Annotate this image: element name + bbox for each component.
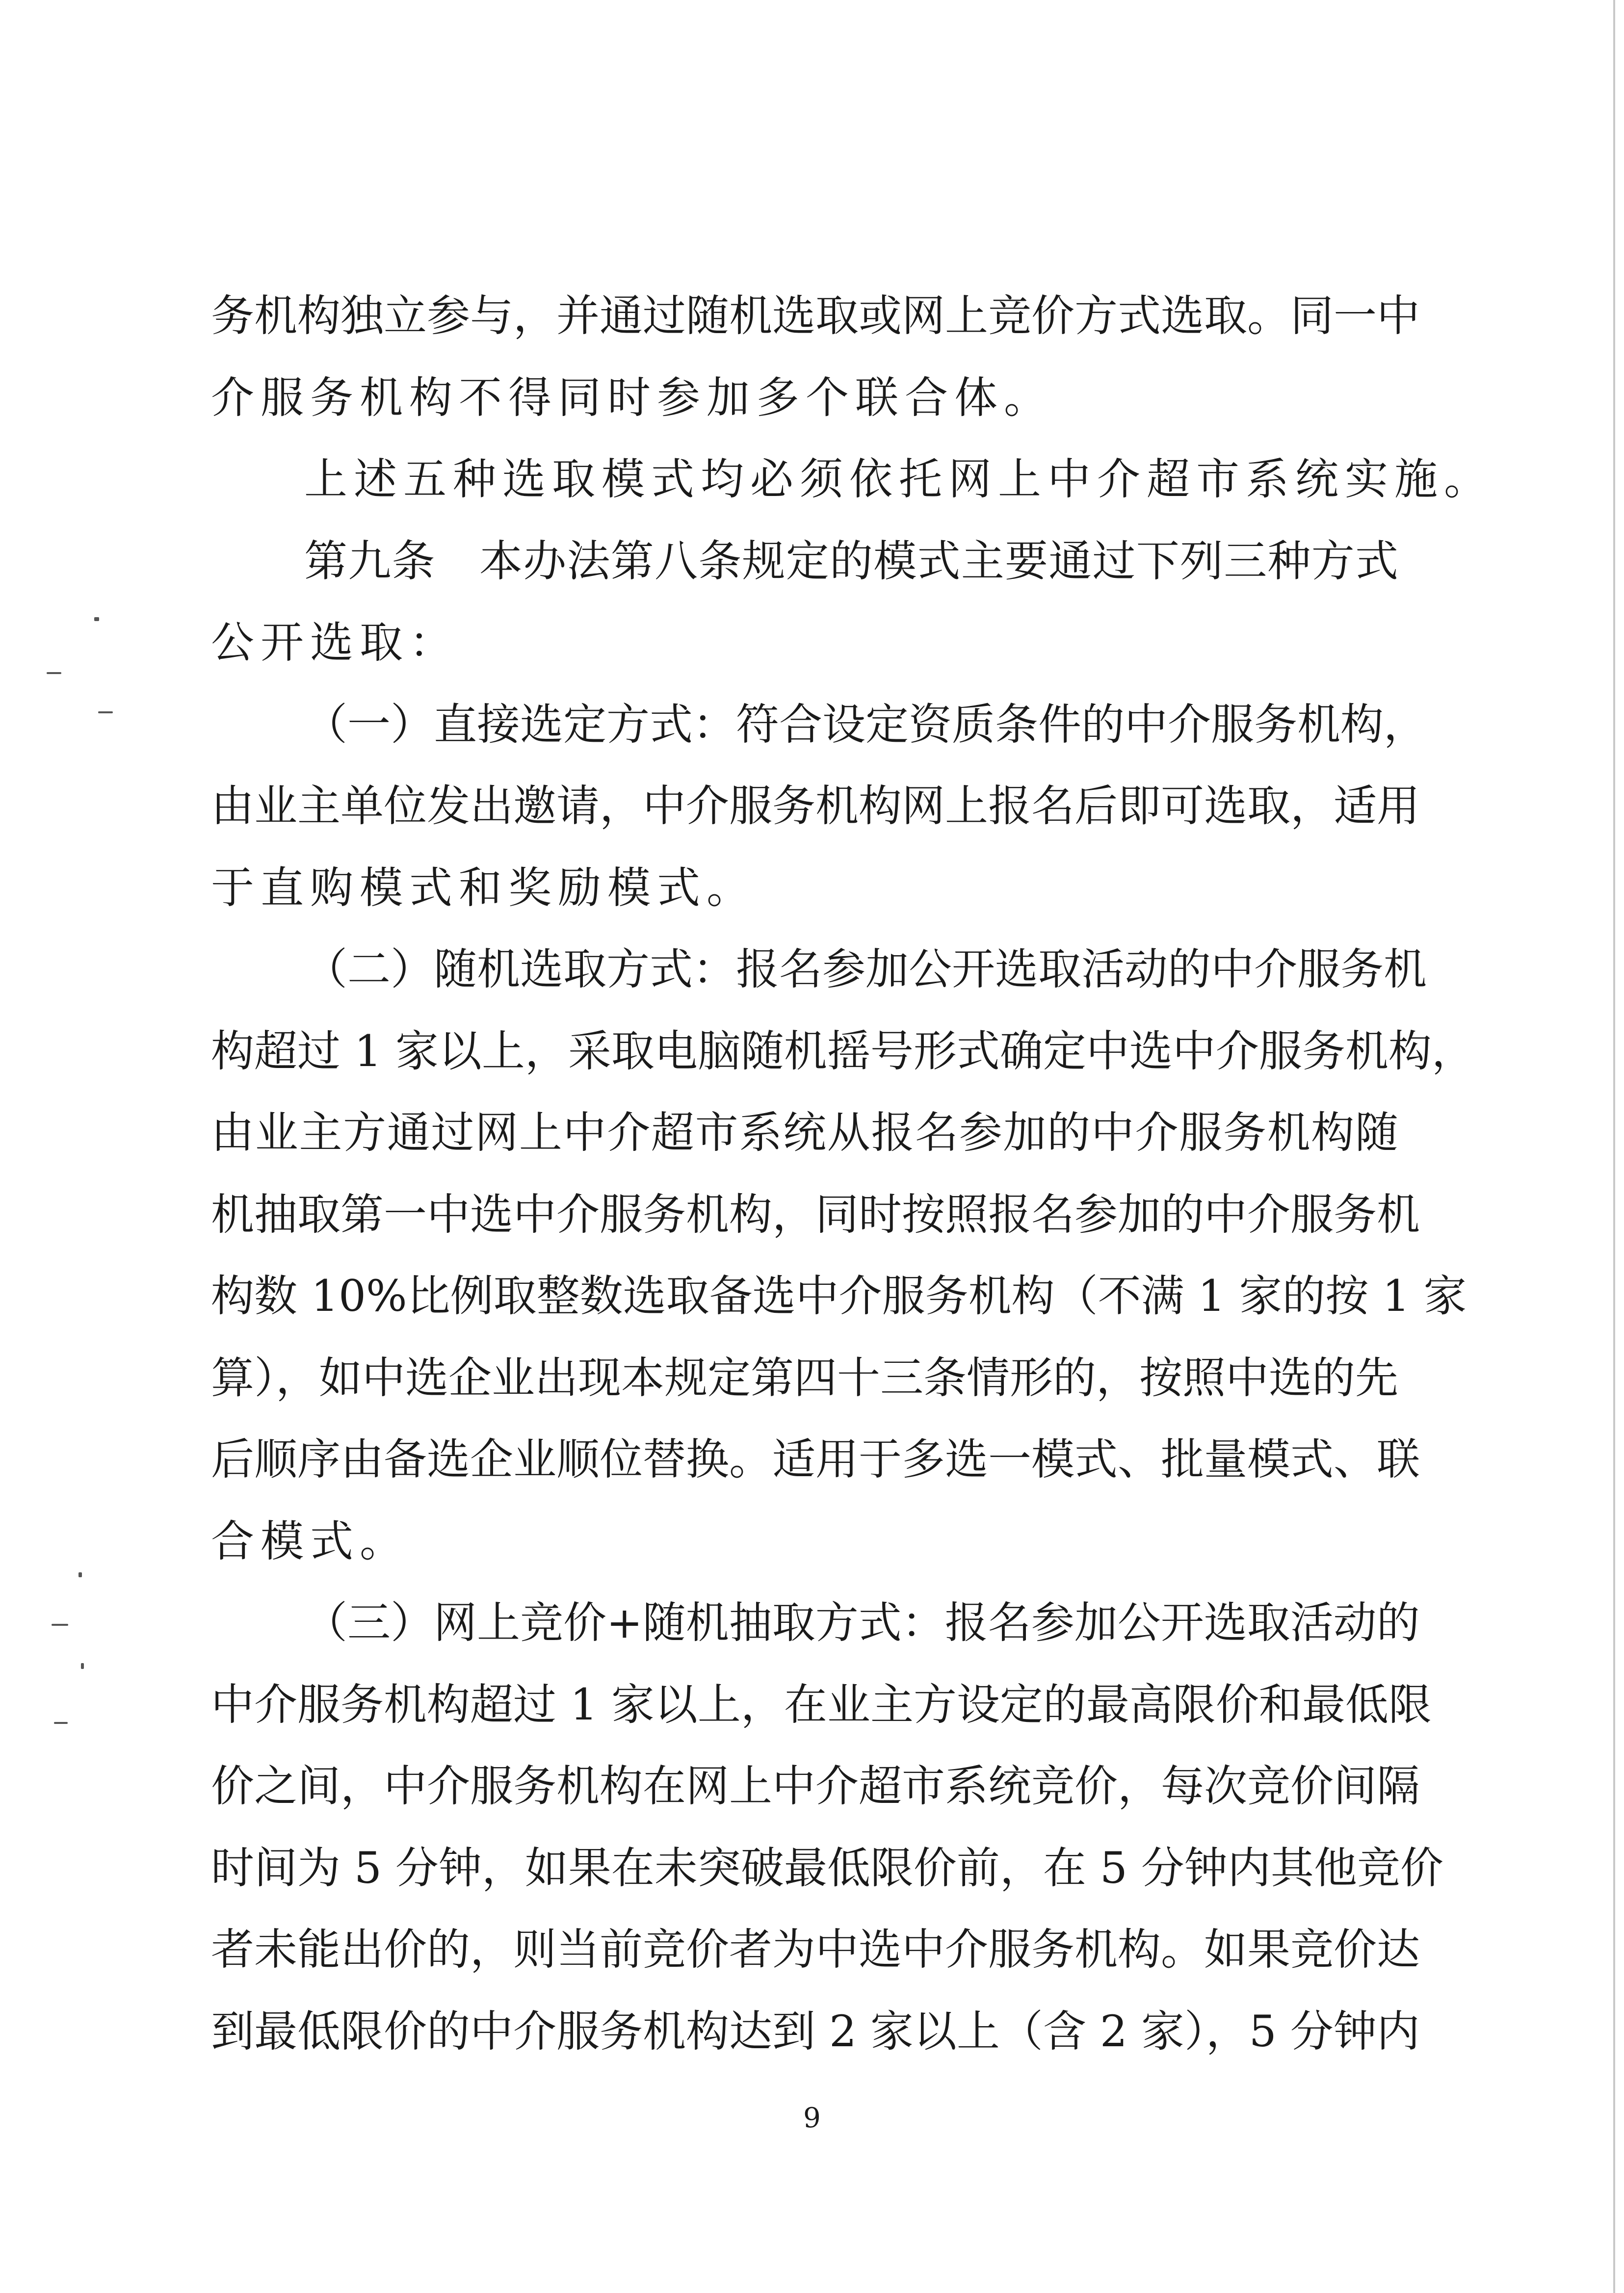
scan-speck: [52, 1624, 68, 1626]
scan-speck: [47, 672, 61, 674]
body-line: 介服务机构不得同时参加多个联合体。: [211, 372, 1054, 423]
body-line: 务机构独立参与，并通过随机选取或网上竞价方式选取。同一中: [211, 290, 1420, 341]
body-line: 到最低限价的中介服务机构达到 2 家以上（含 2 家），5 分钟内: [211, 2006, 1420, 2057]
body-line: 价之间，中介服务机构在网上中介超市系统竞价，每次竞价间隔: [211, 1761, 1420, 1811]
scan-speck: [94, 617, 99, 621]
body-line: 由业主单位发出邀请，中介服务机构网上报名后即可选取，适用: [211, 781, 1420, 831]
body-line: 由业主方通过网上中介超市系统从报名参加的中介服务机构随: [211, 1107, 1398, 1158]
body-line: 时间为 5 分钟，如果在未突破最低限价前，在 5 分钟内其他竞价: [211, 1842, 1443, 1893]
body-line: 公开选取：: [211, 617, 459, 668]
scan-speck: [81, 1663, 84, 1669]
body-line: 算），如中选企业出现本规定第四十三条情形的，按照中选的先: [211, 1352, 1399, 1403]
body-line: 后顺序由备选企业顺位替换。适用于多选一模式、批量模式、联: [211, 1434, 1420, 1485]
scan-speck: [98, 711, 113, 713]
body-line: 者未能出价的，则当前竞价者为中选中介服务机构。如果竞价达: [211, 1924, 1420, 1975]
body-line: 于直购模式和奖励模式。: [211, 862, 757, 913]
scan-speck: [79, 1572, 82, 1577]
body-line: （二）随机选取方式：报名参加公开选取活动的中介服务机: [304, 944, 1427, 994]
scan-speck: [54, 1722, 68, 1724]
body-line: 构数 10%比例取整数选取备选中介服务机构（不满 1 家的按 1 家: [211, 1271, 1467, 1321]
body-line: （三）网上竞价+随机抽取方式：报名参加公开选取活动的: [304, 1597, 1420, 1648]
body-line: （一）直接选定方式：符合设定资质条件的中介服务机构，: [304, 699, 1427, 750]
body-line: 机抽取第一中选中介服务机构，同时按照报名参加的中介服务机: [211, 1189, 1420, 1240]
article-heading-line: 第九条 本办法第八条规定的模式主要通过下列三种方式: [304, 535, 1398, 586]
body-line: 中介服务机构超过 1 家以上，在业主方设定的最高限价和最低限: [211, 1679, 1432, 1730]
page-number: 9: [803, 2102, 821, 2134]
body-line: 构超过 1 家以上，采取电脑随机摇号形式确定中选中介服务机构，: [211, 1025, 1475, 1076]
document-body: [211, 290, 1494, 2091]
scan-edge-line: [1613, 0, 1615, 2293]
body-line: 上述五种选取模式均必须依托网上中介超市系统实施。: [304, 454, 1494, 504]
body-line: 合模式。: [211, 1515, 410, 1566]
